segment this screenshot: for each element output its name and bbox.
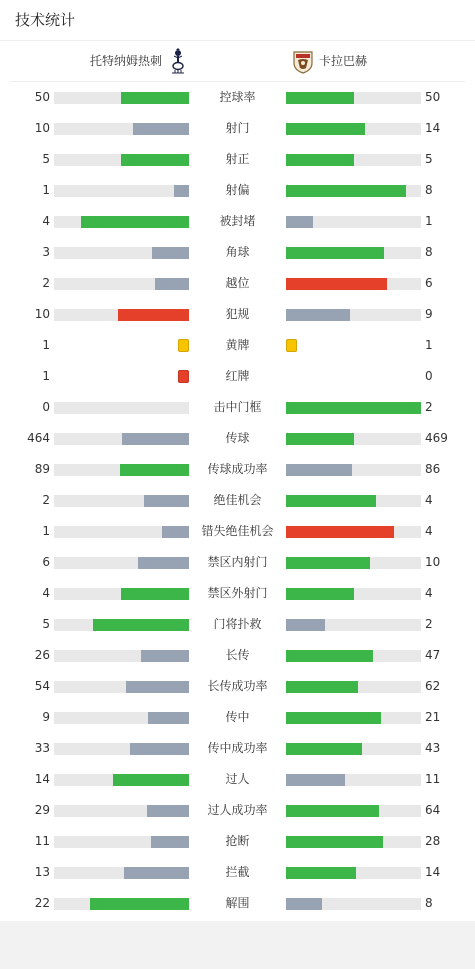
away-bar	[286, 278, 421, 290]
away-bar-fill	[286, 588, 354, 600]
stat-label: 长传成功率	[207, 679, 268, 693]
away-bar-fill	[286, 743, 362, 755]
away-bar-fill	[286, 309, 350, 321]
away-value: 10	[425, 555, 441, 569]
stat-row	[0, 516, 475, 547]
stat-row	[0, 764, 475, 795]
home-bar-fill	[81, 216, 189, 228]
home-bar	[54, 185, 189, 197]
stat-label: 过人	[225, 772, 250, 786]
home-value: 6	[42, 555, 50, 569]
stat-label: 控球率	[219, 90, 256, 104]
away-bar-fill	[286, 185, 406, 197]
away-bar-fill	[286, 898, 322, 910]
home-bar-fill	[126, 681, 189, 693]
home-value: 13	[34, 865, 50, 879]
home-bar-fill	[151, 836, 189, 848]
home-bar-fill	[121, 588, 189, 600]
home-value: 11	[34, 834, 50, 848]
stat-label: 射偏	[225, 183, 250, 197]
away-value: 43	[425, 741, 441, 755]
away-bar-fill	[286, 278, 387, 290]
stat-label: 抢断	[225, 834, 250, 848]
stat-label: 射门	[225, 121, 250, 135]
home-bar	[54, 433, 189, 445]
away-bar	[286, 557, 421, 569]
away-bar	[286, 898, 421, 910]
away-bar	[286, 216, 421, 228]
away-value: 6	[425, 276, 433, 290]
home-bar-fill	[144, 495, 189, 507]
away-value: 2	[425, 400, 433, 414]
home-value: 26	[34, 648, 50, 662]
stat-row	[0, 206, 475, 237]
away-value: 8	[425, 245, 433, 259]
red-card-icon	[178, 370, 189, 383]
home-value: 50	[34, 90, 50, 104]
home-bar	[54, 619, 189, 631]
home-bar-fill	[133, 123, 189, 135]
away-bar-fill	[286, 681, 358, 693]
home-value: 1	[42, 369, 50, 383]
away-bar-fill	[286, 867, 356, 879]
away-team-name[interactable]: 卡拉巴赫	[319, 54, 368, 68]
home-value: 1	[42, 183, 50, 197]
stat-row	[0, 826, 475, 857]
away-value: 5	[425, 152, 433, 166]
away-bar	[286, 185, 421, 197]
stats-list	[0, 82, 475, 921]
away-bar	[286, 495, 421, 507]
away-value: 9	[425, 307, 433, 321]
away-bar-fill	[286, 123, 365, 135]
tottenham-crest-icon[interactable]	[169, 48, 187, 74]
away-bar	[286, 805, 421, 817]
stat-label: 角球	[225, 245, 250, 259]
stat-label: 禁区外射门	[207, 586, 268, 600]
away-value: 2	[425, 617, 433, 631]
stat-label: 解围	[225, 896, 250, 910]
home-bar	[54, 588, 189, 600]
home-bar-fill	[122, 433, 189, 445]
stat-row	[0, 640, 475, 671]
away-bar-fill	[286, 464, 352, 476]
away-bar	[286, 92, 421, 104]
stat-label: 拦截	[225, 865, 250, 879]
away-value: 4	[425, 493, 433, 507]
stat-label: 错失绝佳机会	[201, 524, 274, 538]
stat-row	[0, 330, 475, 361]
stat-row	[0, 237, 475, 268]
home-bar	[54, 216, 189, 228]
yellow-card-icon	[178, 339, 189, 352]
home-value: 5	[42, 152, 50, 166]
home-value: 2	[42, 493, 50, 507]
away-bar	[286, 588, 421, 600]
away-bar-fill	[286, 712, 381, 724]
stat-row	[0, 423, 475, 454]
home-value: 22	[34, 896, 50, 910]
away-bar	[286, 836, 421, 848]
stat-label: 传球	[225, 431, 250, 445]
away-value: 4	[425, 586, 433, 600]
home-bar	[54, 712, 189, 724]
away-bar	[286, 402, 421, 414]
away-bar	[286, 712, 421, 724]
home-value: 2	[42, 276, 50, 290]
stat-label: 黄牌	[225, 338, 250, 352]
home-bar-fill	[121, 92, 189, 104]
stat-label: 长传	[225, 648, 250, 662]
stat-label: 传球成功率	[207, 462, 268, 476]
away-value: 21	[425, 710, 441, 724]
yellow-card-icon	[286, 339, 297, 352]
stat-label: 传中成功率	[207, 741, 268, 755]
home-value: 3	[42, 245, 50, 259]
home-value: 5	[42, 617, 50, 631]
home-bar-fill	[147, 805, 189, 817]
away-value: 14	[425, 865, 441, 879]
away-value: 86	[425, 462, 441, 476]
stat-label: 过人成功率	[207, 803, 268, 817]
home-bar-fill	[148, 712, 189, 724]
section-title: 技术统计	[0, 0, 475, 41]
home-value: 4	[42, 214, 50, 228]
home-value: 9	[42, 710, 50, 724]
home-bar	[54, 557, 189, 569]
stat-row	[0, 82, 475, 113]
away-value: 11	[425, 772, 441, 786]
away-value: 14	[425, 121, 441, 135]
away-bar	[286, 526, 421, 538]
away-value: 1	[425, 338, 433, 352]
home-value: 14	[34, 772, 50, 786]
stat-row	[0, 113, 475, 144]
stat-row	[0, 702, 475, 733]
stat-row	[0, 733, 475, 764]
home-bar-fill	[174, 185, 189, 197]
away-bar-fill	[286, 774, 345, 786]
home-bar-fill	[121, 154, 189, 166]
away-bar	[286, 650, 421, 662]
away-bar	[286, 123, 421, 135]
home-value: 29	[34, 803, 50, 817]
away-value: 0	[425, 369, 433, 383]
away-value: 47	[425, 648, 441, 662]
stat-row	[0, 888, 475, 919]
home-value: 54	[34, 679, 50, 693]
away-value: 62	[425, 679, 441, 693]
away-value: 50	[425, 90, 441, 104]
away-bar-fill	[286, 650, 373, 662]
home-team-name[interactable]: 托特纳姆热刺	[89, 54, 162, 68]
away-bar-fill	[286, 557, 370, 569]
home-bar-fill	[130, 743, 189, 755]
stat-row	[0, 485, 475, 516]
away-bar-fill	[286, 495, 376, 507]
stat-row	[0, 671, 475, 702]
away-value: 64	[425, 803, 441, 817]
home-bar	[54, 309, 189, 321]
home-value: 1	[42, 524, 50, 538]
away-bar-fill	[286, 433, 354, 445]
away-bar-fill	[286, 619, 325, 631]
home-value: 1	[42, 338, 50, 352]
home-value: 0	[42, 400, 50, 414]
stat-label: 犯规	[225, 307, 250, 321]
home-bar	[54, 123, 189, 135]
away-bar	[286, 309, 421, 321]
home-value: 4	[42, 586, 50, 600]
away-bar	[286, 433, 421, 445]
away-bar	[286, 743, 421, 755]
stat-row	[0, 144, 475, 175]
stat-row	[0, 795, 475, 826]
home-bar	[54, 464, 189, 476]
stat-label: 射正	[225, 152, 250, 166]
home-value: 33	[34, 741, 50, 755]
stat-label: 红牌	[225, 369, 250, 383]
home-bar	[54, 495, 189, 507]
stat-label: 禁区内射门	[207, 555, 268, 569]
stat-label: 绝佳机会	[213, 493, 262, 507]
away-bar	[286, 247, 421, 259]
away-bar-fill	[286, 216, 313, 228]
stat-label: 被封堵	[219, 214, 256, 228]
home-bar-fill	[152, 247, 189, 259]
stat-row	[0, 454, 475, 485]
away-value: 28	[425, 834, 441, 848]
home-value: 10	[34, 307, 50, 321]
home-bar-fill	[141, 650, 189, 662]
home-bar-fill	[124, 867, 189, 879]
stat-label: 越位	[225, 276, 250, 290]
away-bar-fill	[286, 247, 384, 259]
home-bar	[54, 743, 189, 755]
stat-row	[0, 609, 475, 640]
home-bar-fill	[155, 278, 189, 290]
stat-label: 击中门框	[213, 400, 262, 414]
home-bar	[54, 278, 189, 290]
away-bar-fill	[286, 154, 354, 166]
away-value: 8	[425, 183, 433, 197]
stat-label: 传中	[225, 710, 250, 724]
home-bar-fill	[113, 774, 189, 786]
home-bar	[54, 898, 189, 910]
home-bar	[54, 650, 189, 662]
home-bar	[54, 247, 189, 259]
stat-row	[0, 857, 475, 888]
qarabag-crest-icon[interactable]	[292, 50, 314, 74]
home-bar	[54, 681, 189, 693]
stat-row	[0, 361, 475, 392]
stat-row	[0, 547, 475, 578]
home-value: 10	[34, 121, 50, 135]
away-bar	[286, 867, 421, 879]
away-value: 4	[425, 524, 433, 538]
home-bar	[54, 805, 189, 817]
away-bar-fill	[286, 805, 379, 817]
home-value: 89	[34, 462, 50, 476]
home-bar	[54, 774, 189, 786]
home-bar-fill	[90, 898, 189, 910]
away-bar-fill	[286, 402, 421, 414]
stat-row	[0, 175, 475, 206]
teams-header	[10, 41, 465, 82]
away-bar	[286, 681, 421, 693]
away-bar	[286, 464, 421, 476]
away-value: 8	[425, 896, 433, 910]
home-bar	[54, 154, 189, 166]
home-bar	[54, 92, 189, 104]
away-value: 1	[425, 214, 433, 228]
home-bar-fill	[118, 309, 189, 321]
away-value: 469	[425, 431, 448, 445]
stat-row	[0, 392, 475, 423]
home-bar-fill	[138, 557, 189, 569]
away-bar	[286, 774, 421, 786]
away-bar	[286, 154, 421, 166]
home-bar	[54, 402, 189, 414]
away-bar-fill	[286, 526, 394, 538]
home-bar-fill	[120, 464, 189, 476]
away-bar-fill	[286, 92, 354, 104]
home-value: 464	[27, 431, 50, 445]
home-bar-fill	[93, 619, 189, 631]
stat-row	[0, 578, 475, 609]
home-bar	[54, 526, 189, 538]
away-bar-fill	[286, 836, 383, 848]
stat-label: 门将扑救	[213, 617, 262, 631]
stat-row	[0, 299, 475, 330]
stat-row	[0, 268, 475, 299]
home-bar	[54, 867, 189, 879]
home-bar	[54, 836, 189, 848]
home-bar-fill	[162, 526, 189, 538]
away-bar	[286, 619, 421, 631]
